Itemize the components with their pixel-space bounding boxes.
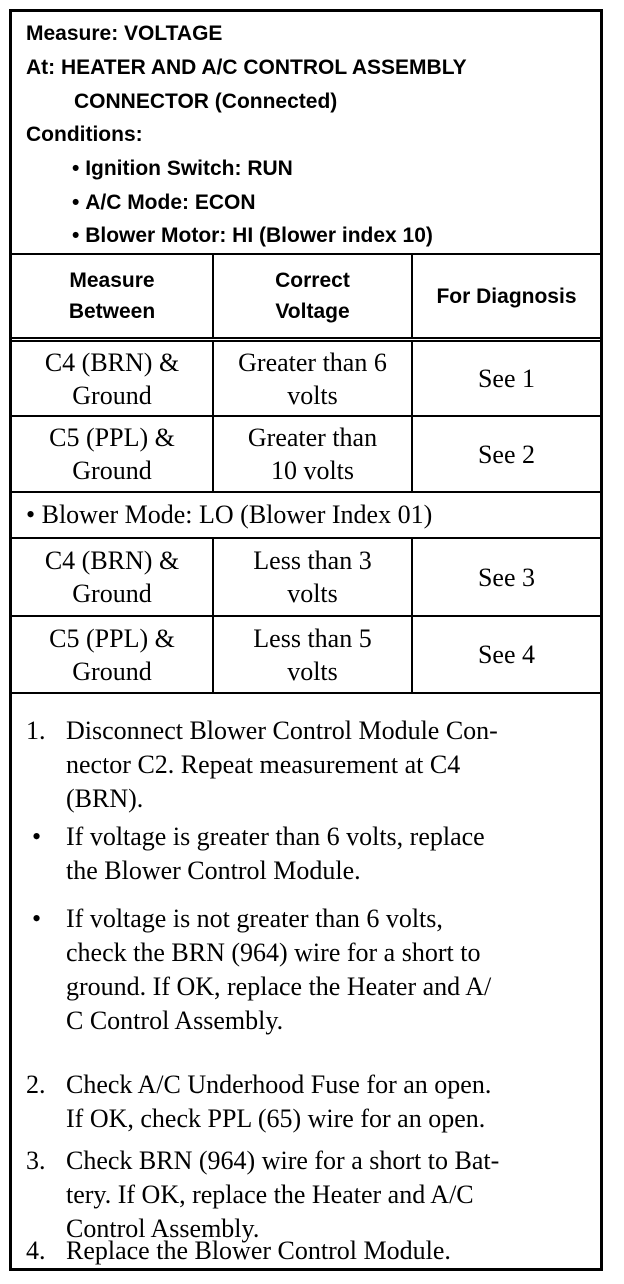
correct-voltage-cell: Greater than 6 volts [212, 342, 411, 415]
column-header: Measure Between [68, 269, 156, 323]
correct-voltage-cell: Greater than 10 volts [212, 417, 411, 491]
measurement-header [12, 12, 600, 253]
blower-mode-condition-row [12, 491, 600, 537]
column-header: Correct Voltage [212, 255, 411, 337]
note-text: Disconnect Blower Control Module Con- nector C2. Repeat measurement at C4 (BRN). [66, 716, 498, 813]
note-marker: 4. [26, 1236, 46, 1265]
diagnosis-cell: See 2 [411, 417, 600, 491]
table-row [12, 337, 600, 415]
measure-between-cell: C5 (PPL) & Ground [49, 423, 175, 485]
measure-between-cell: C5 (PPL) & Ground [49, 623, 175, 686]
note-marker: 3. [26, 1146, 46, 1175]
diagnosis-notes [12, 692, 600, 1265]
condition-item: • Ignition Switch: RUN [72, 157, 293, 180]
conditions-label: Conditions: [26, 123, 143, 146]
note-marker: 2. [26, 1070, 46, 1099]
table-row [12, 537, 600, 615]
note-text: Check BRN (964) wire for a short to Bat- tery. If OK, replace the Heater and A/C Control Assembly. [66, 1146, 500, 1243]
diagnostic-chart [9, 9, 603, 1271]
condition-item: • A/C Mode: ECON [72, 191, 256, 214]
condition-item: • Blower Motor: HI (Blower index 10) [72, 224, 433, 247]
condition-text: • Blower Mode: LO (Blower Index 01) [26, 500, 433, 529]
note-text: Check A/C Underhood Fuse for an open. If OK, check PPL (65) wire for an open. [66, 1070, 492, 1133]
location-line-2: CONNECTOR (Connected) [74, 90, 338, 113]
note-marker: 1. [26, 716, 46, 745]
table-row [12, 615, 600, 692]
diagnosis-cell: See 1 [411, 342, 600, 415]
note-text: If voltage is greater than 6 volts, replace the Blower Control Module. [66, 822, 485, 885]
column-header: For Diagnosis [411, 255, 600, 337]
note-text: If voltage is not greater than 6 volts, check the BRN (964) wire for a short to ground. If OK, replace the Heater and A/ C Control Assembly. [66, 904, 492, 1035]
correct-voltage-cell: Less than 3 volts [212, 539, 411, 615]
table-row [12, 415, 600, 491]
note-marker: • [32, 904, 42, 933]
note-text: Replace the Blower Control Module. [66, 1236, 451, 1265]
location-line-1: At: HEATER AND A/C CONTROL ASSEMBLY [26, 56, 467, 79]
measure-line: Measure: VOLTAGE [26, 22, 223, 45]
diagnosis-cell: See 3 [411, 539, 600, 615]
diagnosis-cell: See 4 [411, 617, 600, 692]
note-marker: • [32, 822, 42, 851]
table-header-row [12, 253, 600, 337]
correct-voltage-cell: Less than 5 volts [212, 617, 411, 692]
measure-between-cell: C4 (BRN) & Ground [44, 546, 180, 608]
measure-between-cell: C4 (BRN) & Ground [44, 347, 180, 410]
